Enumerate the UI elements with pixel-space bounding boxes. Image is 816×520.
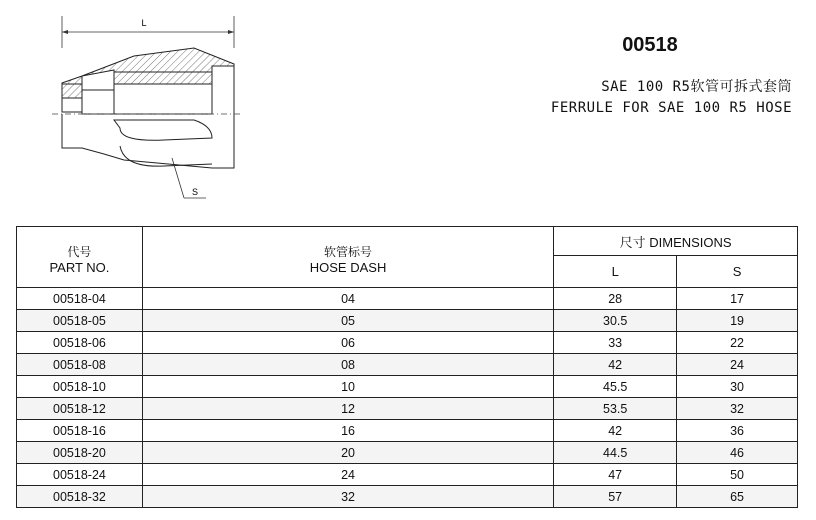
cell-hose-dash: 24 <box>142 464 553 486</box>
cell-hose-dash: 10 <box>142 376 553 398</box>
part-code: 00518 <box>622 34 678 56</box>
table-row <box>17 420 798 442</box>
title-chinese: SAE 100 R5软管可拆式套筒 <box>601 79 792 95</box>
cell-part-no: 00518-04 <box>17 288 143 310</box>
cell-length: 53.5 <box>554 398 677 420</box>
table-row <box>17 310 798 332</box>
header-part-cn: 代号 <box>67 245 92 259</box>
table-row <box>17 486 798 508</box>
header-part-no <box>17 227 143 288</box>
table-row <box>17 464 798 486</box>
header-dimensions: 尺寸 DIMENSIONS <box>554 227 798 256</box>
header-part-en: PART NO. <box>49 260 110 275</box>
cell-hose-dash: 32 <box>142 486 553 508</box>
table-row <box>17 288 798 310</box>
cell-length: 44.5 <box>554 442 677 464</box>
table-row <box>17 398 798 420</box>
cell-length: 42 <box>554 420 677 442</box>
header-dash-cn: 软管标号 <box>324 245 373 259</box>
header-hose-dash <box>142 227 553 288</box>
cell-hex-size: 19 <box>677 310 798 332</box>
cell-part-no: 00518-10 <box>17 376 143 398</box>
cell-length: 42 <box>554 354 677 376</box>
cell-hose-dash: 05 <box>142 310 553 332</box>
cell-hex-size: 22 <box>677 332 798 354</box>
cell-hex-size: 50 <box>677 464 798 486</box>
cell-hex-size: 30 <box>677 376 798 398</box>
cell-hose-dash: 04 <box>142 288 553 310</box>
cell-part-no: 00518-05 <box>17 310 143 332</box>
cell-part-no: 00518-16 <box>17 420 143 442</box>
cell-part-no: 00518-24 <box>17 464 143 486</box>
cell-hose-dash: 08 <box>142 354 553 376</box>
cell-hose-dash: 12 <box>142 398 553 420</box>
ferrule-drawing <box>44 8 244 208</box>
table-row <box>17 332 798 354</box>
table-row <box>17 442 798 464</box>
cell-hose-dash: 16 <box>142 420 553 442</box>
cell-part-no: 00518-20 <box>17 442 143 464</box>
cell-hex-size: 65 <box>677 486 798 508</box>
cell-length: 45.5 <box>554 376 677 398</box>
cell-length: 47 <box>554 464 677 486</box>
spec-table <box>16 226 798 508</box>
cell-hex-size: 36 <box>677 420 798 442</box>
spec-table-body <box>17 288 798 508</box>
table-row <box>17 354 798 376</box>
cell-part-no: 00518-32 <box>17 486 143 508</box>
cell-length: 28 <box>554 288 677 310</box>
cell-hex-size: 24 <box>677 354 798 376</box>
title-english: FERRULE FOR SAE 100 R5 HOSE <box>550 100 792 116</box>
dimension-l-label: L <box>141 18 147 28</box>
cell-hex-size: 46 <box>677 442 798 464</box>
header-dash-en: HOSE DASH <box>309 260 387 275</box>
cell-hose-dash: 06 <box>142 332 553 354</box>
cell-length: 30.5 <box>554 310 677 332</box>
dimension-l <box>62 16 234 48</box>
table-row <box>17 376 798 398</box>
dimension-s-label: S <box>192 187 199 197</box>
cell-part-no: 00518-08 <box>17 354 143 376</box>
cell-hex-size: 32 <box>677 398 798 420</box>
header-l: L <box>554 256 677 288</box>
cell-length: 57 <box>554 486 677 508</box>
cell-part-no: 00518-12 <box>17 398 143 420</box>
cell-part-no: 00518-06 <box>17 332 143 354</box>
ferrule-section <box>52 48 240 168</box>
header-s: S <box>677 256 798 288</box>
cell-length: 33 <box>554 332 677 354</box>
cell-hose-dash: 20 <box>142 442 553 464</box>
cell-hex-size: 17 <box>677 288 798 310</box>
